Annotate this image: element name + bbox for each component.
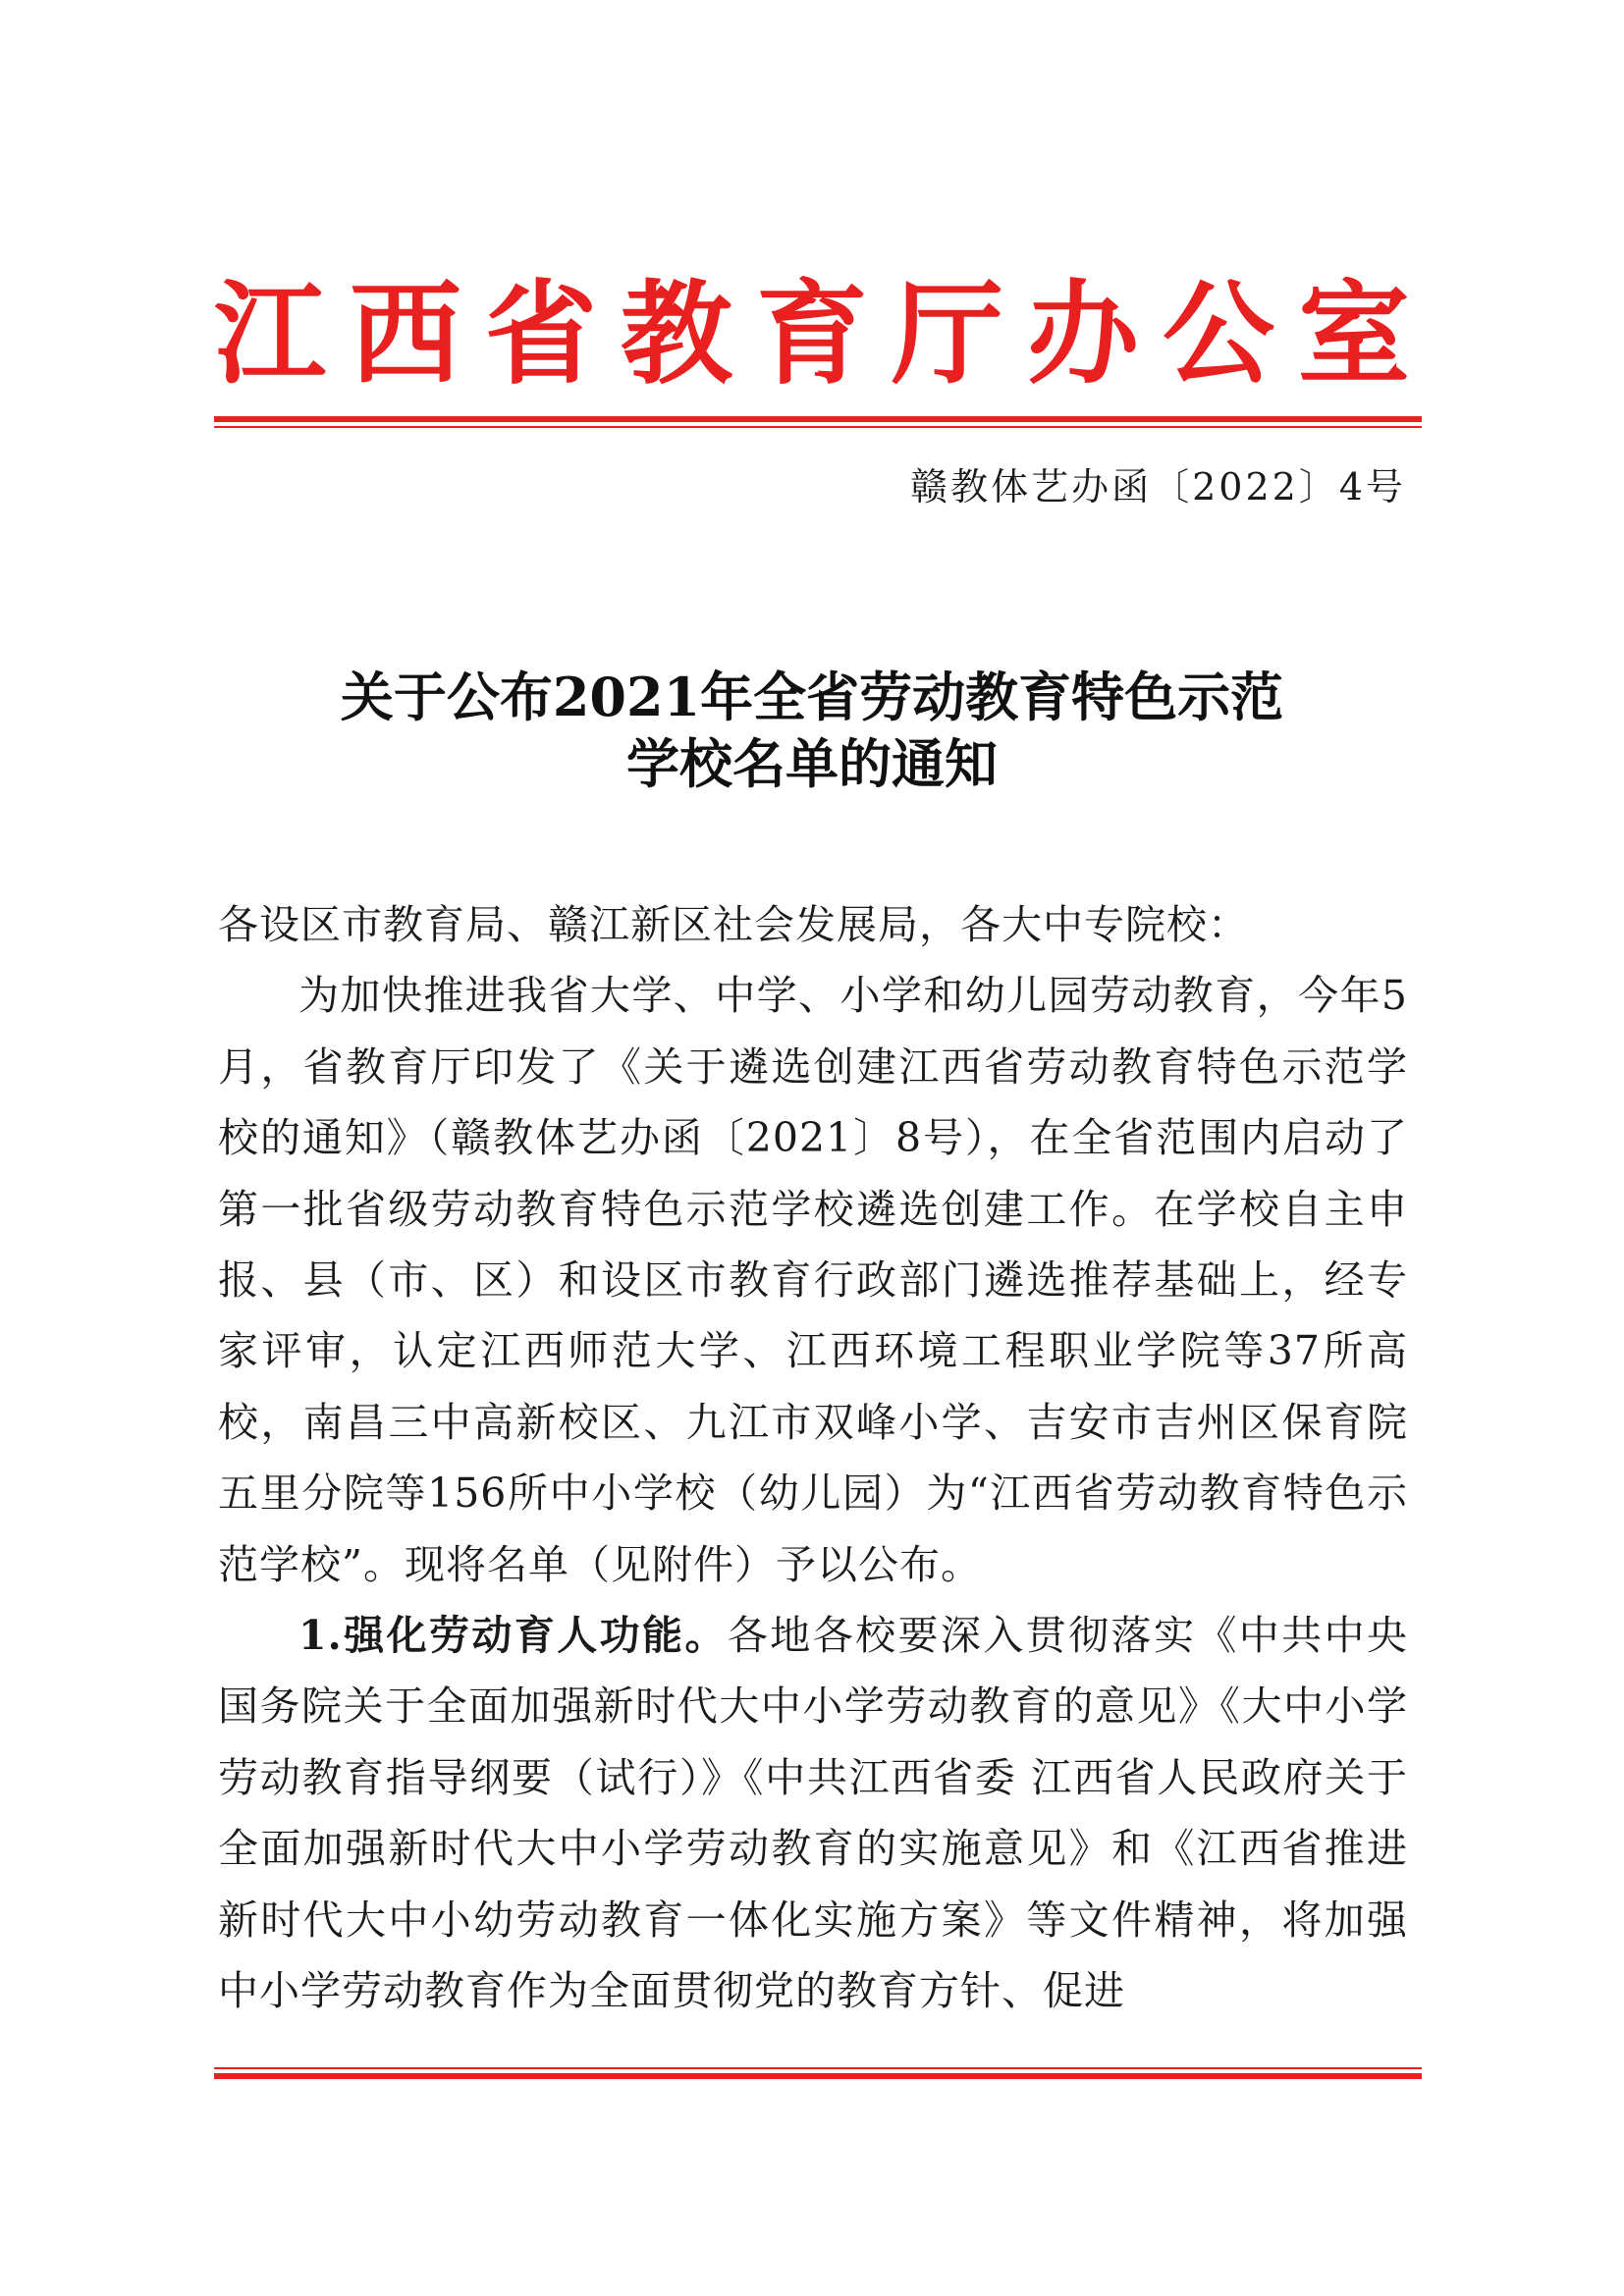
notice-title bbox=[214, 664, 1410, 797]
document-number: 赣教体艺办函〔2022〕4号 bbox=[910, 465, 1406, 508]
paragraph-text: 各地各校要深入贯彻落实《中共中央 国务院关于全面加强新时代大中小学劳动教育的意见》《大中小学劳动教育指导纲要（试行）》《中共江西省委 江西省人民政府关于全面加强新时代大中小学劳动教育的实施意见》和《江西省推进新时代大中小幼劳动教育一体化实施方案》等文件精神，将加强中小学劳动教育作为全面贯彻党的教育方针、促进 bbox=[218, 1612, 1409, 2015]
salutation: 各设区市教育局、赣江新区社会发展局，各大中专院校： bbox=[218, 901, 1249, 948]
paragraph-background: 为加快推进我省大学、中学、小学和幼儿园劳动教育，今年5月，省教育厅印发了《关于遴选创建江西省劳动教育特色示范学校的通知》（赣教体艺办函〔2021〕8号），在全省范围内启动了第一批省级劳动教育特色示范学校遴选创建工作。在学校自主申报、县（市、区）和设区市教育行政部门遴选推荐基础上，经专家评审，认定江西师范大学、江西环境工程职业学院等37所高校，南昌三中高新校区、九江市双峰小学、吉安市吉州区保育院五里分院等156所中小学校（幼儿园）为“江西省劳动教育特色示范学校”。现将名单（见附件）予以公布。 bbox=[218, 972, 1408, 1588]
letterhead-office-name: 江西省教育厅办公室 bbox=[214, 273, 1410, 398]
footer-red-rule-thick bbox=[214, 2073, 1422, 2079]
notice-title-line-2: 学校名单的通知 bbox=[626, 732, 998, 795]
letterhead-red-rule-thick bbox=[214, 416, 1422, 422]
notice-title-line-1: 关于公布2021年全省劳动教育特色示范 bbox=[340, 666, 1284, 728]
paragraph-heading: 1.强化劳动育人功能。 bbox=[298, 1612, 728, 1660]
notice-body bbox=[218, 889, 1408, 2027]
letterhead-red-rule-thin bbox=[214, 426, 1422, 428]
footer-red-rule-thin bbox=[214, 2067, 1422, 2069]
paragraph-strengthen-labor-education bbox=[218, 1600, 1408, 2026]
